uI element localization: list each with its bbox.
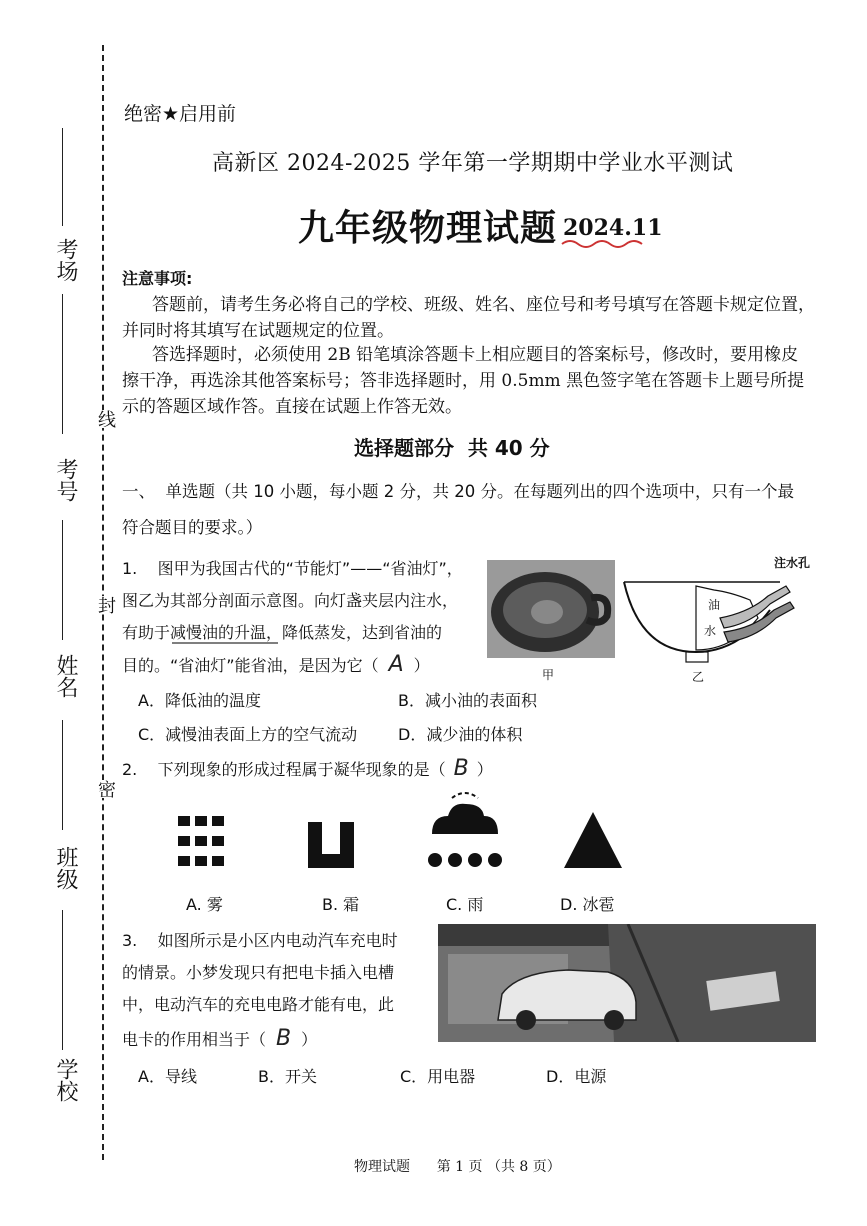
seal-char-line: 线 bbox=[92, 410, 118, 428]
fog-symbol-icon bbox=[178, 814, 226, 870]
q3-line4: 电卡的作用相当于（ B ） bbox=[122, 1026, 318, 1051]
q1-label-oil: 油 bbox=[708, 598, 721, 612]
exam-name: 高新区 2024-2025 学年第一学期期中学业水平测试 bbox=[212, 151, 734, 176]
notice-heading: 注意事项: bbox=[122, 269, 193, 288]
class-underline bbox=[62, 720, 63, 830]
q1-line4: 目的。“省油灯”能省油，是因为它（ A ） bbox=[122, 652, 430, 677]
q1-line2: 图乙为其部分剖面示意图。向灯盏夹层内注水， bbox=[122, 591, 459, 610]
notice-p2-line3: 示的答题区域作答。直接在试题上作答无效。 bbox=[122, 397, 462, 417]
q3-line2: 的情景。小梦发现只有把电卡插入电槽 bbox=[122, 963, 395, 982]
q1-line1: 1. 图甲为我国古代的“节能灯”——“省油灯”， bbox=[122, 559, 463, 578]
page-footer: 物理试题 第 1 页 （共 8 页） bbox=[354, 1159, 561, 1175]
q1-option-a: A．降低油的温度 bbox=[138, 691, 261, 710]
page-title: 九年级物理试题 bbox=[298, 207, 558, 249]
seal-char-seal: 封 bbox=[92, 596, 118, 614]
q2-option-b: B. 霜 bbox=[322, 895, 360, 914]
date-underline-scribble bbox=[560, 238, 650, 250]
q3-ev-charging-photo bbox=[438, 924, 816, 1042]
q1-lamp-photo bbox=[487, 560, 615, 658]
q3-option-a: A．导线 bbox=[138, 1067, 197, 1086]
exam-room-label: 考场 bbox=[53, 238, 78, 282]
hail-symbol-icon bbox=[562, 810, 624, 870]
q3-line3: 中，电动汽车的充电电路才能有电，此 bbox=[122, 995, 395, 1014]
notice-p1-line2: 并同时将其填写在试题规定的位置。 bbox=[122, 321, 394, 341]
exam-room-underline bbox=[62, 128, 63, 226]
rain-symbol-icon bbox=[426, 786, 504, 872]
q3-option-d: D．电源 bbox=[546, 1067, 607, 1086]
school-underline bbox=[62, 910, 63, 1050]
q1-line3: 有助于减慢油的升温，降低蒸发，达到省油的 bbox=[122, 623, 443, 642]
q1-option-b: B．减小油的表面积 bbox=[398, 691, 537, 710]
q1-handwritten-answer: A bbox=[388, 652, 404, 677]
exam-date: 2024.11 bbox=[563, 215, 663, 241]
q3-option-c: C．用电器 bbox=[400, 1067, 476, 1086]
class-label: 班级 bbox=[53, 846, 78, 890]
q2-option-c: C. 雨 bbox=[446, 895, 484, 914]
q3-handwritten-answer: B bbox=[276, 1026, 292, 1051]
q2-option-d: D. 冰雹 bbox=[560, 895, 615, 914]
exam-number-label: 考号 bbox=[53, 458, 78, 502]
q2-handwritten-answer: B bbox=[453, 756, 469, 781]
section-title: 选择题部分 共 40 分 bbox=[354, 436, 550, 460]
notice-p1-line1: 答题前，请考生务必将自己的学校、班级、姓名、座位号和考号填写在答题卡规定位置， bbox=[152, 295, 815, 315]
name-label: 姓名 bbox=[53, 654, 78, 698]
frost-symbol-icon bbox=[306, 820, 356, 870]
section-instruction-line1: 一、 单选题（共 10 小题，每小题 2 分，共 20 分。在每题列出的四个选项中，只有一个最 bbox=[122, 482, 794, 501]
q2-option-a: A. 雾 bbox=[186, 895, 223, 914]
q3-line1: 3. 如图所示是小区内电动汽车充电时 bbox=[122, 931, 398, 950]
exam-number-underline bbox=[62, 294, 63, 434]
school-label: 学校 bbox=[53, 1058, 78, 1102]
notice-p2-line1: 答选择题时，必须使用 2B 铅笔填涂答题卡上相应题目的答案标号，修改时，要用橡皮 bbox=[152, 345, 799, 365]
q1-option-d: D．减少油的体积 bbox=[398, 725, 523, 744]
secret-mark: 绝密★启用前 bbox=[124, 103, 237, 125]
q3-option-b: B．开关 bbox=[258, 1067, 317, 1086]
q1-handwritten-underline bbox=[172, 640, 278, 646]
notice-p2-line2: 擦干净，再选涂其他答案标号；答非选择题时，用 0.5mm 黑色签字笔在答题卡上题号所提 bbox=[122, 371, 805, 391]
q1-label-hole: 注水孔 bbox=[774, 556, 811, 570]
q1-option-c: C．减慢油表面上方的空气流动 bbox=[138, 725, 358, 744]
section-instruction-line2: 符合题目的要求。） bbox=[122, 518, 263, 537]
name-underline bbox=[62, 520, 63, 640]
q2-stem: 2. 下列现象的形成过程属于凝华现象的是（ B ） bbox=[122, 756, 493, 781]
q1-label-water: 水 bbox=[704, 624, 717, 638]
q1-label-b: 乙 bbox=[692, 670, 705, 684]
q1-label-a: 甲 bbox=[542, 668, 555, 682]
seal-char-secret: 密 bbox=[92, 780, 118, 798]
